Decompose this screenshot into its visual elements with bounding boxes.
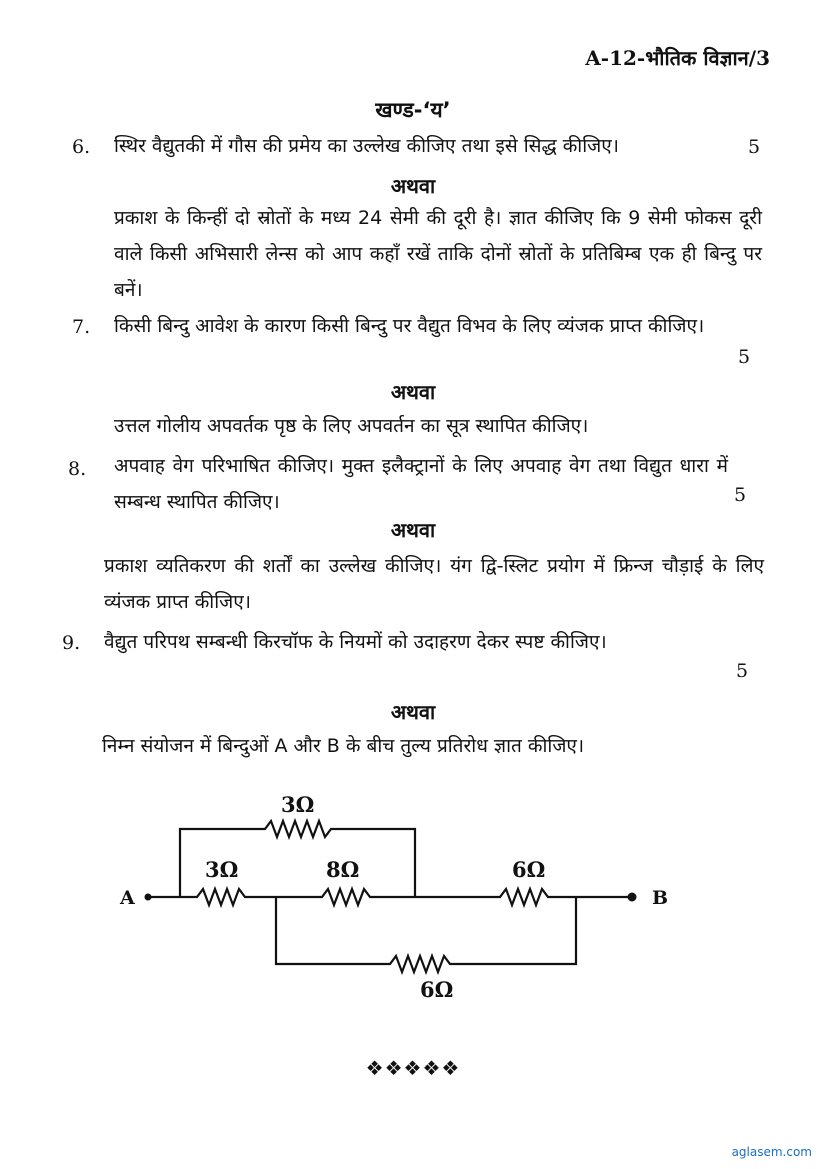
- watermark: aglasem.com: [731, 1145, 812, 1159]
- or-label: अथवा: [390, 518, 436, 542]
- or-label: अथवा: [390, 174, 436, 198]
- page-header: A-12-भौतिक विज्ञान/3: [585, 46, 770, 70]
- alternative-text: निम्न संयोजन में बिन्दुओं A और B के बीच तुल्य प्रतिरोध ज्ञात कीजिए।: [102, 735, 585, 757]
- point-a-label: A: [120, 887, 135, 909]
- question-marks: 5: [736, 660, 749, 682]
- end-ornament: ❖❖❖❖❖: [365, 1056, 461, 1080]
- resistor-circuit-diagram: [0, 780, 826, 1020]
- question-text: वैद्युत परिपथ सम्बन्धी किरचॉफ के नियमों को उदाहरण देकर स्पष्ट कीजिए।: [104, 631, 607, 653]
- resistor-label-top: 3Ω: [281, 792, 315, 817]
- resistor-label-left: 3Ω: [205, 857, 239, 882]
- question-marks: 5: [748, 136, 761, 158]
- question-marks: 5: [734, 484, 747, 506]
- section-title: खण्ड-‘य’: [375, 98, 451, 122]
- or-label: अथवा: [390, 700, 436, 724]
- resistor-label-bottom: 6Ω: [420, 977, 454, 1002]
- question-number: 7.: [72, 316, 91, 338]
- point-b-label: B: [652, 887, 669, 909]
- alternative-text: प्रकाश के किन्हीं दो स्रोतों के मध्य 24 सेमी की दूरी है। ज्ञात कीजिए कि 9 सेमी फोकस दूरी वाले किसी अभिसारी लेन्स को आप कहाँ रखें ताकि दोनों स्रोतों के प्रतिबिम्ब एक ही बिन्दु पर बनें।: [114, 207, 762, 301]
- alternative-text: प्रकाश व्यतिकरण की शर्तों का उल्लेख कीजिए। यंग द्वि-स्लिट प्रयोग में फ्रिन्ज चौड़ाई के लिए व्यंजक प्राप्त कीजिए।: [104, 555, 764, 613]
- question-text: किसी बिन्दु आवेश के कारण किसी बिन्दु पर वैद्युत विभव के लिए व्यंजक प्राप्त कीजिए।: [114, 315, 705, 337]
- terminal-a: [145, 894, 152, 901]
- question-marks: 5: [738, 346, 751, 368]
- question-number: 8.: [68, 458, 87, 480]
- terminal-b: [628, 893, 637, 902]
- alternative-text: उत्तल गोलीय अपवर्तक पृष्ठ के लिए अपवर्तन का सूत्र स्थापित कीजिए।: [114, 415, 589, 437]
- question-text: अपवाह वेग परिभाषित कीजिए। मुक्त इलैक्ट्रानों के लिए अपवाह वेग तथा विद्युत धारा में सम्बन्ध स्थापित कीजिए।: [114, 455, 728, 513]
- or-label: अथवा: [390, 380, 436, 404]
- resistor-label-right: 6Ω: [512, 857, 546, 882]
- question-number: 9.: [62, 632, 81, 654]
- resistor-label-middle: 8Ω: [326, 857, 360, 882]
- wire: [148, 889, 632, 905]
- question-text: स्थिर वैद्युतकी में गौस की प्रमेय का उल्लेख कीजिए तथा इसे सिद्ध कीजिए।: [114, 135, 619, 157]
- question-number: 6.: [72, 136, 91, 158]
- wire: [276, 897, 576, 972]
